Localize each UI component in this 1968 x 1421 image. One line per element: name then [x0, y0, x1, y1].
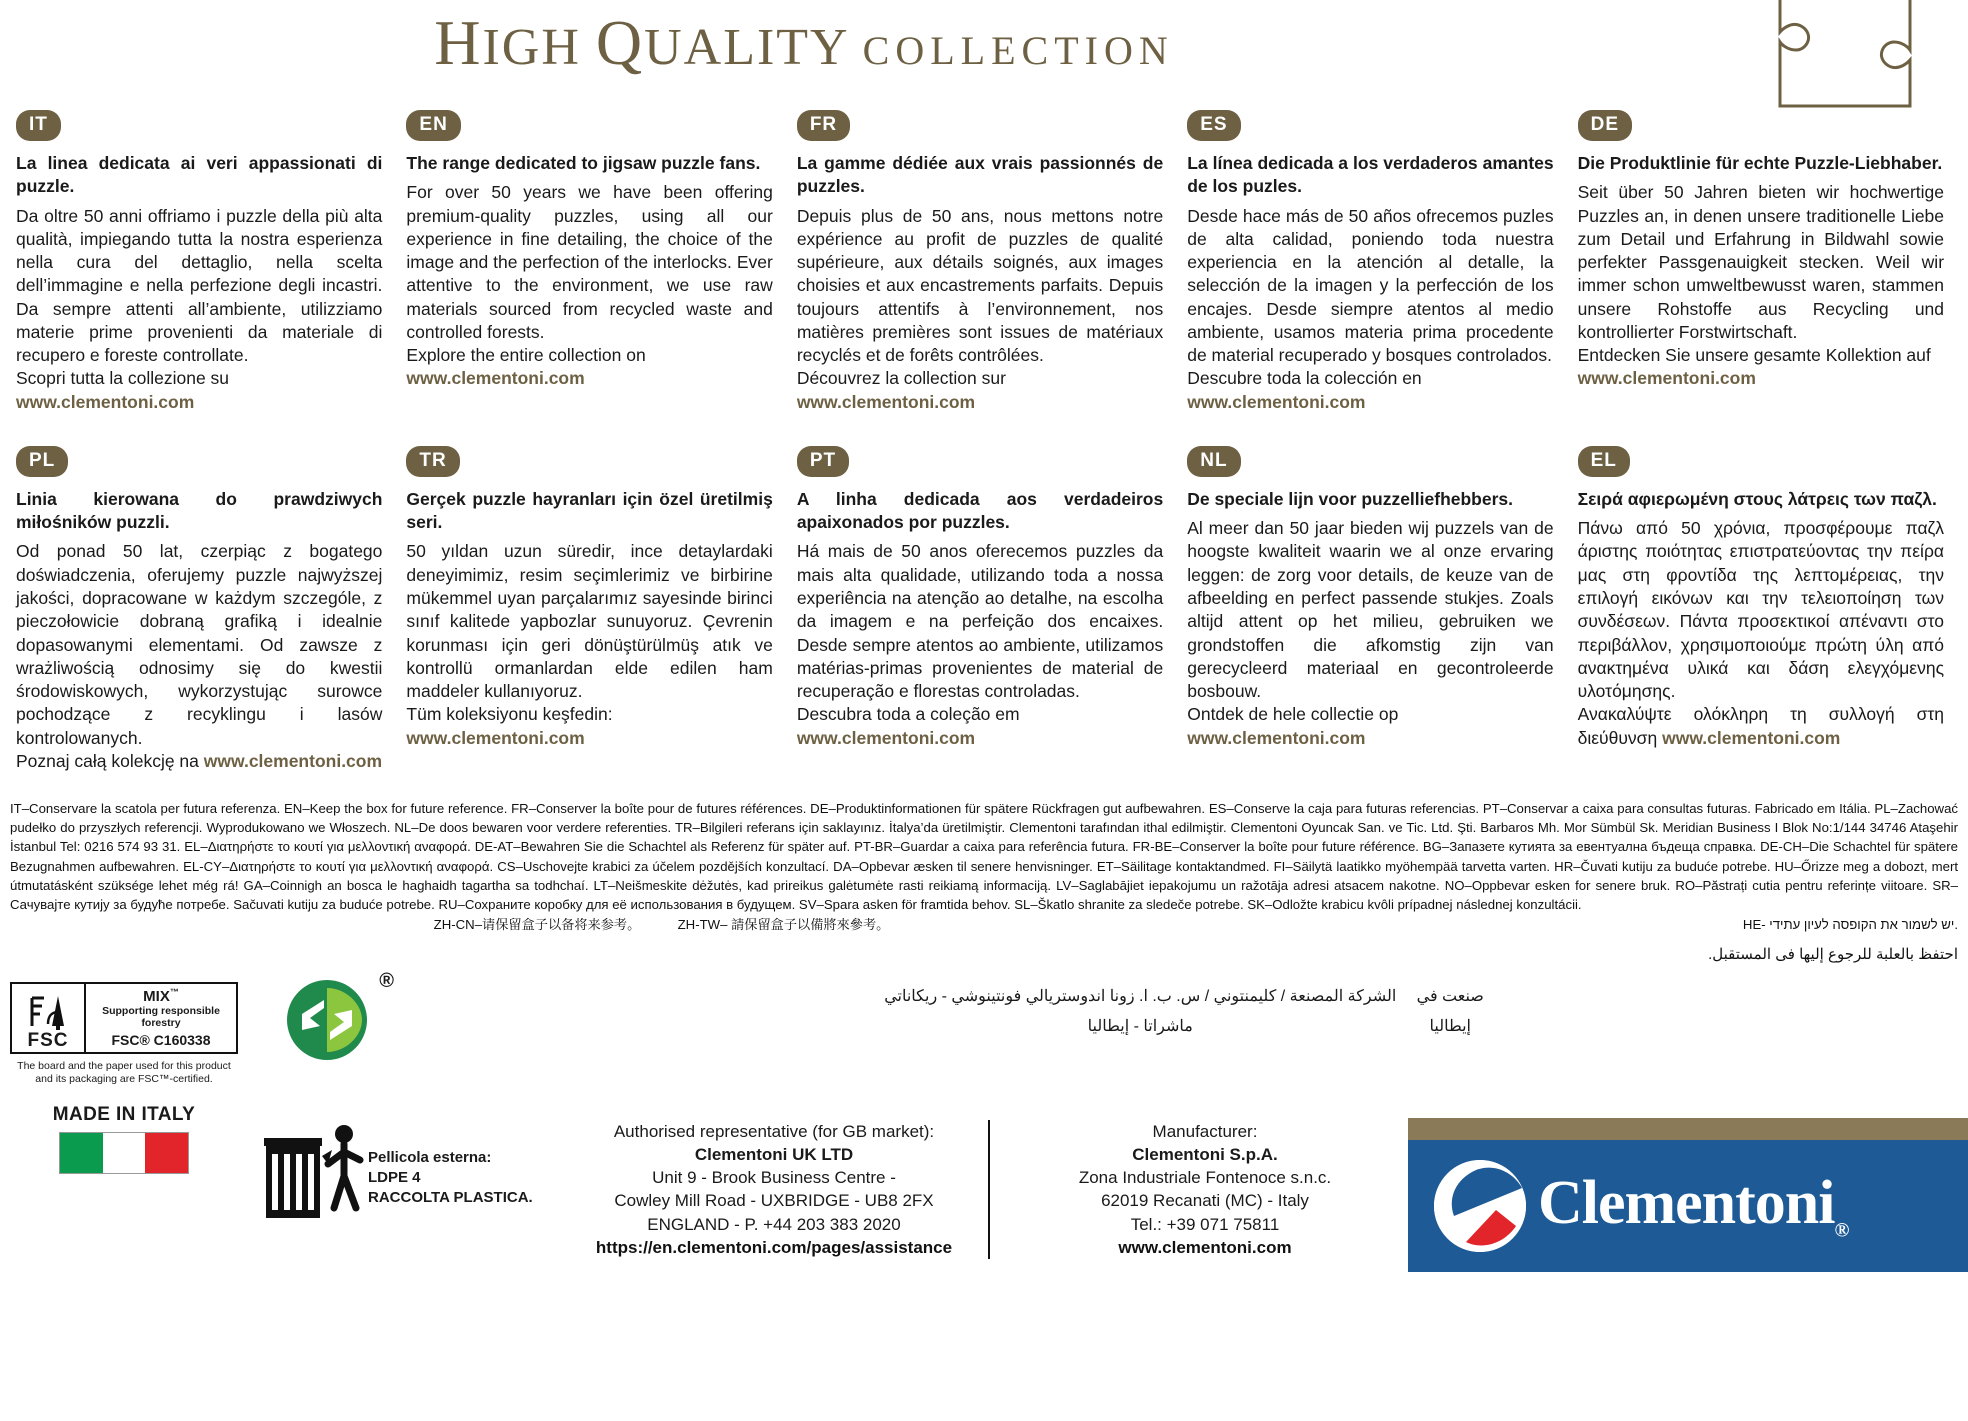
lang-cta-it: Scopri tutta la collezione su: [16, 368, 230, 389]
lang-block-tr: [398, 446, 788, 773]
fsc-note: The board and the paper used for this product and its packaging are FSC™-certified.: [17, 1059, 231, 1085]
pellicola-info: [368, 1148, 533, 1209]
lang-body-el: Πάνω από 50 χρόνια, προσφέρουμε παζλ άριστης ποιότητας επιστρατεύοντας την πείρα μας στη φροντίδα της λεπτομέρειας, την επιλογή εικόνων και την τελειοποίηση των συνδέσεων. Πάντα προσεκτικοί απέναντι στο περιβάλλον, χρησιμοποιούμε πρώτη ύλη από ανακτημένα υλικά και δάση ελεγχόμενης υλοτόμησης.: [1577, 518, 1945, 702]
lang-block-de: [1570, 110, 1960, 414]
lang-block-en: [398, 110, 788, 414]
fsc-left-panel: [12, 984, 86, 1052]
pellicola-line-1: Pellicola esterna:: [368, 1148, 492, 1166]
language-row-2: [0, 436, 1968, 773]
arabic-manufacturer-block: [878, 982, 1498, 1043]
lang-url-de[interactable]: www.clementoni.com: [1577, 368, 1756, 389]
lang-block-nl: [1179, 446, 1569, 773]
lang-cta-pt: Descubra toda a coleção em: [796, 704, 1020, 725]
puzzle-piece-icon: [1770, 0, 1920, 116]
lang-badge-de: DE: [1578, 110, 1632, 141]
fsc-mix-label: MIX™: [143, 986, 179, 1005]
manufacturer-line-2: 62019 Recanati (MC) - Italy: [1101, 1191, 1309, 1211]
lang-head-nl: De speciale lijn voor puzzelliefhebbers.: [1187, 488, 1514, 509]
lang-body-pl: Od ponad 50 lat, czerpiąc z bogatego doświadczenia, oferujemy puzzle najwyższej jakości, dopracowane w każdym szczególe, z pieczołowicie dobraną grafiką i idealnie dopasowanymi elementami. Od zawsze z wrażliwością odnosimy się do kwestii środowiskowych, wykorzystując surowce pochodzące z recyklingu i lasów kontrolowanych.: [16, 541, 383, 748]
lang-cta-fr: Découvrez la collection sur: [796, 368, 1006, 389]
italy-flag-icon: [59, 1132, 189, 1174]
lang-block-es: [1179, 110, 1569, 414]
lang-head-en: The range dedicated to jigsaw puzzle fans.: [406, 153, 761, 173]
clementoni-logo: [1408, 1140, 1968, 1272]
lang-body-de: Seit über 50 Jahren bieten wir hochwertige Puzzles an, in denen unsere traditionelle Liebe zum Detail und Erfahrung in Bildwahl sowie perfekter Passgenauigkeit stecken. Weil wir immer schon umweltbewusst waren, stammen unsere Rohstoffe aus Recycling und kontrollierter Forstwirtschaft.: [1577, 182, 1945, 342]
lang-badge-nl: NL: [1187, 446, 1240, 477]
footer-area: [0, 969, 1968, 1272]
lang-url-en[interactable]: www.clementoni.com: [406, 368, 585, 389]
lang-cta-es: Descubre toda la colección en: [1187, 368, 1422, 389]
lang-head-pl: Linia kierowana do prawdziwych miłośników puzzli.: [16, 488, 383, 533]
legal-fine-print: [10, 799, 1958, 967]
lang-head-de: Die Produktlinie für echte Puzzle-Liebhaber.: [1577, 153, 1943, 173]
lang-head-pt: A linha dedicada aos verdadeiros apaixonados por puzzles.: [796, 488, 1164, 533]
lang-body-it: Da oltre 50 anni offriamo i puzzle della più alta qualità, impiegando tutta la nostra esperienza nella cura del dettaglio, nella scelta dell’immagine e nella perfezione degli incastri. Da sempre attenti all’ambiente, utilizziamo materie prime provenienti da materiale di recupero e foreste controllate.: [16, 205, 383, 366]
lang-block-pt: [789, 446, 1179, 773]
lang-badge-tr: TR: [406, 446, 459, 477]
lang-url-el[interactable]: www.clementoni.com: [1662, 727, 1841, 748]
lang-body-pt: Há mais de 50 anos oferecemos puzzles da mais alta qualidade, utilizando toda a nossa experiência na atenção ao detalhe, na escolha da imagem e na perfeição dos encaixes. Desde sempre atentos ao ambiente, utilizamos matérias-primas provenientes de material de recuperação e florestas controladas.: [796, 541, 1164, 702]
rep-title: Authorised representative (for GB market):: [613, 1121, 935, 1141]
fsc-certification: [10, 982, 238, 1174]
lang-cta-de: Entdecken Sie unsere gesamte Kollektion auf: [1577, 345, 1931, 366]
lang-badge-pt: PT: [797, 446, 849, 477]
lang-url-it[interactable]: www.clementoni.com: [16, 391, 195, 412]
lang-body-es: Desde hace más de 50 años ofrecemos puzles de alta calidad, poniendo toda nuestra experiencia en la atención al detalle, la selección de la imagen y la perfección de los encajes. Desde siempre atentos al medio ambiente, usamos materia prima procedente de material recuperado y bosques controlados.: [1187, 205, 1554, 366]
logo-top-bar: [1408, 1118, 1968, 1140]
fsc-word: FSC: [27, 1029, 69, 1051]
green-dot-icon: [272, 969, 394, 1066]
rep-line-3: ENGLAND - P. +44 203 383 2020: [647, 1214, 901, 1234]
lang-head-fr: La gamme dédiée aux vrais passionnés de puzzles.: [796, 153, 1164, 197]
arabic-manufacturer: الشركة المصنعة / كليمنتوني / س. ب. ا. زونا اندوستريالي فونتينوشي - ريكاناتي ماشراتا - إيطاليا: [884, 987, 1397, 1035]
lang-url-fr[interactable]: www.clementoni.com: [796, 391, 976, 412]
made-in-italy: [10, 1104, 238, 1174]
manufacturer-line-3: Tel.: +39 071 75811: [1130, 1214, 1280, 1234]
fsc-tree-icon: [26, 990, 70, 1030]
arabic-made-in-italy: صنعت في إيطاليا: [1416, 987, 1484, 1035]
lang-cta-text-el: Ανακαλύψτε ολόκληρη τη συλλογή στη διεύθυνση: [1577, 704, 1945, 748]
lang-url-pl[interactable]: www.clementoni.com: [203, 750, 383, 771]
lang-block-pl: [8, 446, 398, 773]
fsc-logo-box: [10, 982, 238, 1054]
lang-head-el: Σειρά αφιερωμένη στους λάτρεις των παζλ.: [1577, 488, 1937, 509]
made-in-italy-label: MADE IN ITALY: [52, 1103, 196, 1125]
lang-url-es[interactable]: www.clementoni.com: [1187, 391, 1366, 412]
lang-head-it: La linea dedicata ai veri appassionati di puzzle.: [16, 153, 383, 197]
rep-line-1: Unit 9 - Brook Business Centre -: [652, 1168, 896, 1188]
manufacturer-website-link[interactable]: www.clementoni.com: [1118, 1238, 1292, 1257]
legal-zh-tw: ZH-TW– 請保留盒子以備將來參考。: [677, 916, 890, 932]
lang-block-fr: [789, 110, 1179, 414]
lang-head-es: La línea dedicada a los verdaderos amantes de los puzles.: [1187, 153, 1554, 197]
lang-cta-el: [1578, 703, 1944, 750]
legal-cjk-row: [10, 915, 1958, 934]
pellicola-line-2: LDPE 4: [368, 1168, 421, 1186]
lang-url-nl[interactable]: www.clementoni.com: [1187, 727, 1366, 748]
lang-cta-pl: [16, 750, 382, 773]
lang-head-tr: Gerçek puzzle hayranları için özel üretilmiş seri.: [406, 488, 773, 533]
authorised-representative: [560, 1120, 990, 1260]
lang-block-el: [1570, 446, 1960, 773]
lang-url-tr[interactable]: www.clementoni.com: [406, 727, 585, 748]
lang-badge-es: ES: [1187, 110, 1240, 141]
lang-badge-pl: PL: [16, 446, 68, 477]
manufacturer-title: Manufacturer:: [1152, 1121, 1258, 1141]
lang-url-pt[interactable]: www.clementoni.com: [796, 727, 976, 748]
lang-badge-it: IT: [16, 110, 61, 141]
dispose-in-bin-icon: [262, 1120, 374, 1228]
lang-cta-en: Explore the entire collection on: [406, 345, 646, 366]
clementoni-swoosh-icon: [1426, 1156, 1534, 1256]
fsc-right-panel: [86, 984, 236, 1052]
registered-mark: ®: [379, 969, 394, 992]
lang-cta-text-pl: Poznaj całą kolekcję na: [16, 750, 199, 771]
legal-arabic-1: احتفظ بالعلبة للرجوع إليها فى المستقبل.: [1708, 946, 1958, 964]
rep-line-2: Cowley Mill Road - UXBRIDGE - UB8 2FX: [614, 1191, 934, 1211]
lang-cta-nl: Ontdek de hele collectie op: [1187, 704, 1399, 725]
legal-paragraph: IT–Conservare la scatola per futura referenza. EN–Keep the box for future reference. FR–Conserver la boîte pour de futures références. DE–Produktinformationen für spätere Rückfragen gut aufbewahren. ES–Conserve la caja para futuras referencias. PT–Conservar a caixa para consultas futuras. Fabricado em Itália. PL–Zachować pudełko do przyszłych referencji. Wyprodukowano we Włoszech. NL–De doos bewaren voor verdere referenties. TR–Bilgileri referans için saklayınız. İtalya’da üretilmiştir. Clementoni tarafından ithal edilmiştir. Clementoni Oyuncak San. ve Tic. Ltd. Şti. Barbaros Mh. Mor Sümbül Sk. Meridian Business I Blok No:1/144 34746 Ataşehir İstanbul Tel: 0216 574 93 31. EL–Διατηρήστε το κουτί για μελλοντική αναφορά. DE-AT–Bewahren Sie die Schachtel als Referenz für später auf. PT-BR–Guardar a caixa para referência futura. FR-BE–Conserver la boîte pour future référence. BG–Запазете кутията за евентуална бъдеща справка. DE-CH–Die Schachtel für spätere Bezugnahmen aufbewahren. EL-CY–Διατηρήστε το κουτί για μελλοντική αναφορά. CS–Uschovejte krabici za účelem pozdějších konzultací. DA–Opbevar æsken til senere henvisninger. ET–Säilitage kontaktandmed. FI–Säilytä laatikko myöhempää tarvetta varten. HR–Čuvati kutiju za buduće potrebe. HU–Őrizze meg a dobozt, mert útmutatásként szüksége lehet még rá! GA–Coinnigh an bosca le haghaidh tagartha sa todhchaí. LT–Neišmeskite dėžutės, kad prireikus galėtumėte rasti reikiamą informaciją. LV–Saglabājiet iepakojumu un ražotāja adresi atsacem nakotne. NO–Oppbevar esken for senere bruk. RO–Păstrați cutia pentru referințe viitoare. SR–Сачувајте кутију за будуће потребе. Sačuvati kutiju za buduće potrebe. RU–Сохраните коробку для её использования в будущем. SV–Spara asken för framtida behov. SL–Škatlo shranite za sledeče potrebe. SK–Odložte krabicu kvôli prípadnej následnej konzultácii.: [10, 801, 1958, 912]
fsc-code: FSC® C160338: [111, 1031, 211, 1048]
clementoni-wordmark: Clementoni$_®$: [1538, 1169, 1849, 1242]
language-row-1: [0, 100, 1968, 414]
page-header: [0, 0, 1968, 100]
rep-company: Clementoni UK LTD: [694, 1144, 854, 1164]
fsc-supporting-label: Supporting responsible forestry: [102, 1004, 220, 1029]
lang-block-it: [8, 110, 398, 414]
lang-badge-fr: FR: [797, 110, 850, 141]
lang-badge-el: EL: [1578, 446, 1630, 477]
lang-badge-en: EN: [406, 110, 460, 141]
page-title: HIGH QUALITY COLLECTION: [434, 7, 1174, 78]
lang-body-tr: 50 yıldan uzun süredir, ince detaylardaki deneyimimiz, resim seçimlerimiz ve birbirine mükemmel uyan parçalarımız sayesinde birinci sınıf kalitede yapbozlar sunuyoruz. Çevrenin korunması için geri dönüştürülmüş atık ve kontrollü ormanlardan elde edilen ham maddeler kullanıyoruz.: [406, 541, 773, 702]
addresses: [560, 1120, 1420, 1260]
lang-body-en: For over 50 years we have been offering premium-quality puzzles, using all our experience in fine detailing, the choice of the image and the perfection of the interlocks. Ever attentive to the environment, we use raw materials sourced from recycled waste and controlled forests.: [406, 182, 773, 342]
manufacturer-company: Clementoni S.p.A.: [1132, 1144, 1278, 1164]
lang-cta-tr: Tüm koleksiyonu keşfedin:: [406, 704, 613, 725]
lang-body-fr: Depuis plus de 50 ans, nous mettons notre expérience au profit de puzzles de qualité supérieure, aux détails soignés, aux images choisies et aux encastrements parfaits. Depuis toujours attentifs à l’environnement, nos matières premières sont issues de matériaux recyclés et de forêts contrôlées.: [796, 205, 1164, 366]
legal-zh-cn: ZH-CN–请保留盒子以备将来参考。: [433, 916, 641, 932]
rep-assistance-link[interactable]: https://en.clementoni.com/pages/assistance: [595, 1238, 953, 1257]
lang-body-nl: Al meer dan 50 jaar bieden wij puzzels van de hoogste kwaliteit waarin we al onze ervaring leggen: de zorg voor details, de keuze van de afbeelding en perfect passende stukjes. Zoals altijd attent op het milieu, gebruiken we grondstoffen die afkomstig zijn van gerecycleerd materiaal en gecontroleerde bosbouw.: [1187, 518, 1554, 702]
legal-hebrew: HE- יש לשמור את הקופסה לעיון עתידי.: [1742, 916, 1958, 932]
pellicola-line-3: RACCOLTA PLASTICA.: [368, 1189, 533, 1207]
manufacturer-block: [990, 1120, 1420, 1260]
manufacturer-line-1: Zona Industriale Fontenoce s.n.c.: [1078, 1168, 1332, 1188]
